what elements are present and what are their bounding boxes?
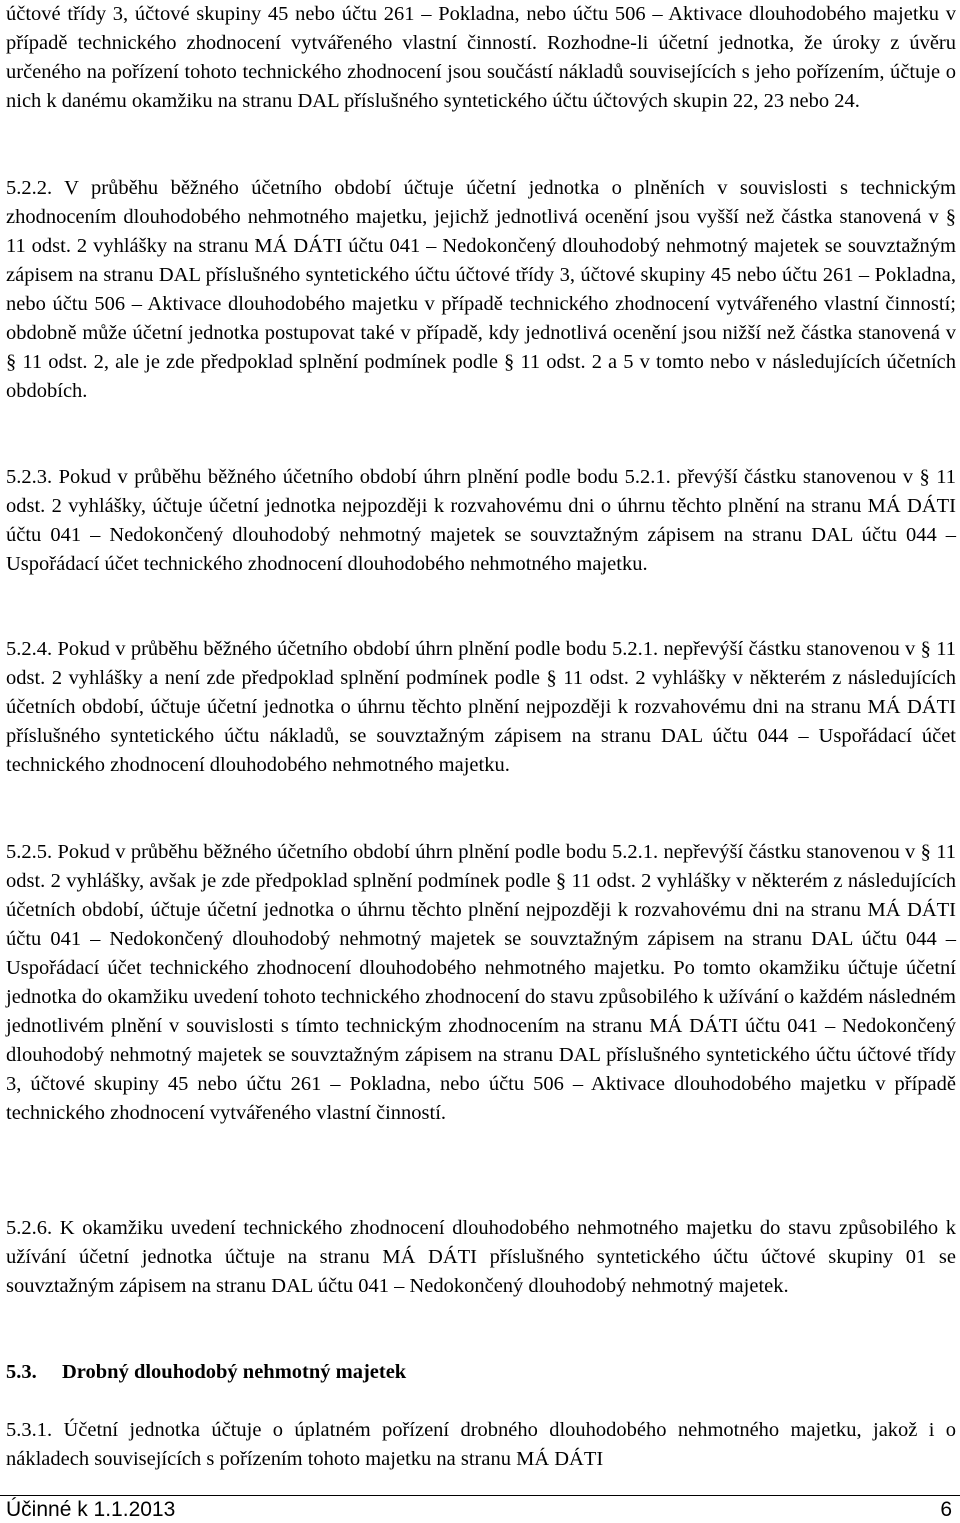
paragraph-5-2-3: 5.2.3. Pokud v průběhu běžného účetního období úhrn plnění podle bodu 5.2.1. převýší částku stanovenou v § 11 odst. 2 vyhlášky, účtuje účetní jednotka nejpozději k rozvahovému dni o úhrnu těchto plnění na stranu MÁ DÁTI účtu 041 – Nedokončený dlouhodobý nehmotný majetek se souvztažným zápisem na stranu DAL účtu 044 – Uspořádací účet technického zhodnocení dlouhodobého nehmotného majetku.: [6, 466, 956, 575]
section-heading: [6, 1358, 956, 1387]
section-title: Drobný dlouhodobý nehmotný majetek: [62, 1361, 407, 1383]
footer-page-number: 6: [940, 1498, 952, 1521]
section-number: 5.3.: [6, 1361, 37, 1383]
footer-divider: [0, 1495, 960, 1496]
paragraph-5-2-4: 5.2.4. Pokud v průběhu běžného účetního období úhrn plnění podle bodu 5.2.1. nepřevýší částku stanovenou v § 11 odst. 2 vyhlášky a není zde předpoklad splnění podmínek podle § 11 odst. 2 vyhlášky v některém z následujících účetních období, účtuje účetní jednotka o úhrnu těchto plnění nejpozději k rozvahovému dni na stranu MÁ DÁTI příslušného syntetického účtu nákladů, se souvztažným zápisem na stranu DAL účtu 044 – Uspořádací účet technického zhodnocení dlouhodobého nehmotného majetku.: [6, 638, 956, 776]
paragraph-5-2-2: 5.2.2. V průběhu běžného účetního období účtuje účetní jednotka o plněních v souvislosti s technickým zhodnocením dlouhodobého nehmotného majetku, jejichž jednotlivá ocenění jsou vyšší než částka stanovená v § 11 odst. 2 vyhlášky na stranu MÁ DÁTI účtu 041 – Nedokončený dlouhodobý nehmotný majetek se souvztažným zápisem na stranu DAL příslušného syntetického účtu účtové třídy 3, účtové skupiny 45 nebo účtu 261 – Pokladna, nebo účtu 506 – Aktivace dlouhodobého majetku v případě technického zhodnocení vytvářeného vlastní činností; obdobně může účetní jednotka postupovat také v případě, kdy jednotlivá ocenění jsou nižší než částka stanovená v § 11 odst. 2, ale je zde předpoklad splnění podmínek podle § 11 odst. 2 a 5 v tomto nebo v následujících účetních obdobích.: [6, 177, 956, 402]
paragraph-5-2-6: 5.2.6. K okamžiku uvedení technického zhodnocení dlouhodobého nehmotného majetku do stavu způsobilého k užívání účetní jednotka účtuje na stranu MÁ DÁTI příslušného syntetického účtu účtové skupiny 01 se souvztažným zápisem na stranu DAL účtu 041 – Nedokončený dlouhodobý nehmotný majetek.: [6, 1217, 956, 1297]
paragraph-5-2-1-continuation: účtové třídy 3, účtové skupiny 45 nebo účtu 261 – Pokladna, nebo účtu 506 – Aktivace dlouhodobého majetku v případě technického zhodnocení vytvářeného vlastní činností. Rozhodne-li účetní jednotka, že úroky z úvěru určeného na pořízení tohoto technického zhodnocení jsou součástí nákladů souvisejících s jeho pořízením, účtuje o nich k danému okamžiku na stranu DAL příslušného syntetického účtu účtových skupin 22, 23 nebo 24.: [6, 3, 956, 112]
paragraph-5-3-1: 5.3.1. Účetní jednotka účtuje o úplatném pořízení drobného dlouhodobého nehmotného majetku, jakož i o nákladech souvisejících s pořízením tohoto majetku na stranu MÁ DÁTI: [6, 1419, 956, 1470]
footer-effective-date: Účinné k 1.1.2013: [6, 1498, 176, 1521]
paragraph-5-2-5: 5.2.5. Pokud v průběhu běžného účetního období úhrn plnění podle bodu 5.2.1. nepřevýší částku stanovenou v § 11 odst. 2 vyhlášky, avšak je zde předpoklad splnění podmínek podle § 11 odst. 2 vyhlášky v některém z následujících účetních období, účtuje účetní jednotka o úhrnu těchto plnění nejpozději k rozvahovému dni na stranu MÁ DÁTI účtu 041 – Nedokončený dlouhodobý nehmotný majetek se souvztažným zápisem na stranu DAL účtu 044 – Uspořádací účet technického zhodnocení dlouhodobého nehmotného majetku. Po tomto okamžiku účtuje účetní jednotka do okamžiku uvedení tohoto technického zhodnocení do stavu způsobilého k užívání o každém následném jednotlivém plnění v souvislosti s tímto technickým zhodnocením na stranu MÁ DÁTI účtu 041 – Nedokončený dlouhodobý nehmotný majetek se souvztažným zápisem na stranu DAL příslušného syntetického účtu účtové třídy 3, účtové skupiny 45 nebo účtu 261 – Pokladna, nebo účtu 506 – Aktivace dlouhodobého majetku v případě technického zhodnocení vytvářeného vlastní činností.: [6, 841, 956, 1124]
